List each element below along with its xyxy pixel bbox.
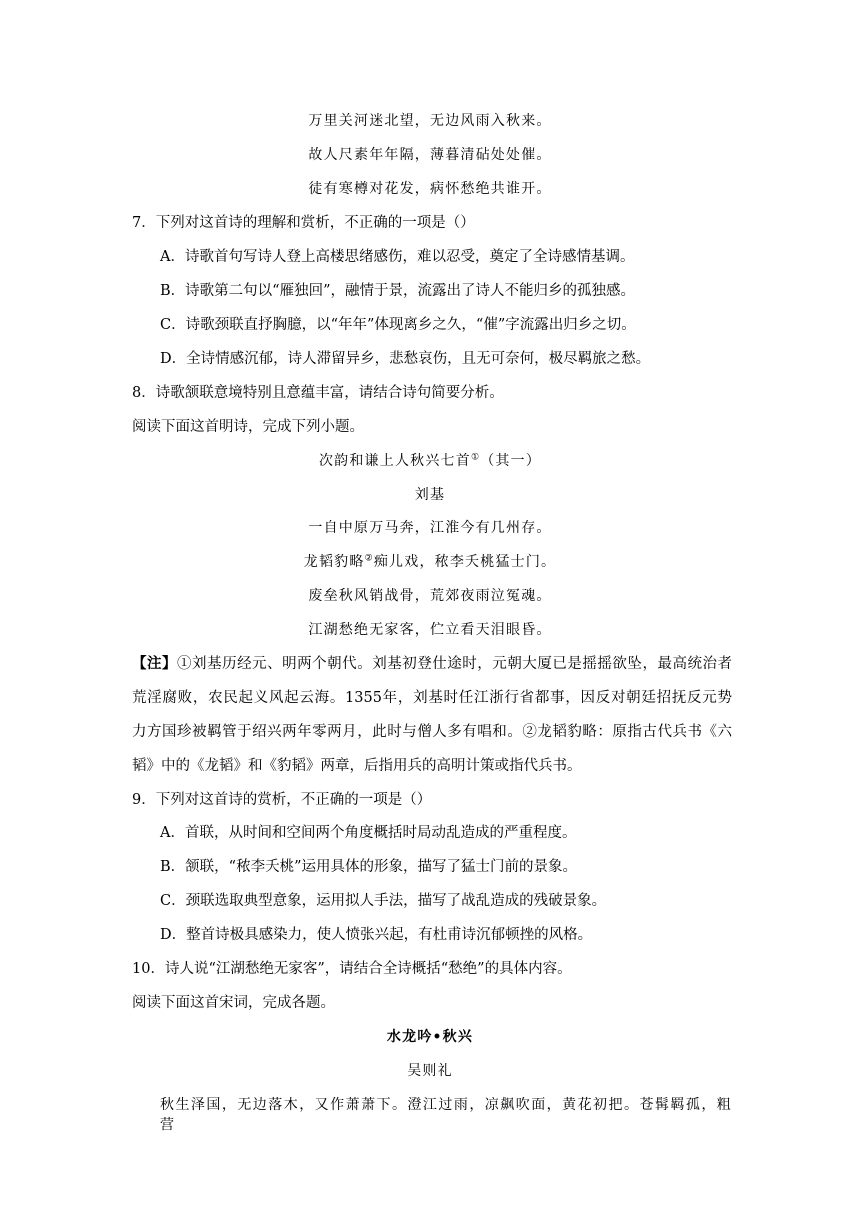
question-9-stem: 9．下列对这首诗的赏析，不正确的一项是（） xyxy=(132,792,432,808)
reading-intro-song-ci: 阅读下面这首宋词，完成各题。 xyxy=(132,995,335,1011)
poem2-line-2-part-a: 龙韬豹略 xyxy=(303,554,365,570)
poem3-first-line: 秋生泽国，无边落木，又作萧萧下。澄江过雨，凉飙吹面，黄花初把。苍髯羁孤，粗营 xyxy=(160,1097,732,1133)
question-10-stem: 10．诗人说“江湖愁绝无家客”，请结合全诗概括“愁绝”的具体内容。 xyxy=(132,961,572,977)
poem2-title-suffix: （其一） xyxy=(480,453,542,469)
poem3-title: 水龙吟•秋兴 xyxy=(386,1029,474,1045)
poem3-author: 吴则礼 xyxy=(407,1063,453,1079)
question-8-stem: 8．诗歌颔联意境特别且意蕴丰富，请结合诗句简要分析。 xyxy=(132,385,504,401)
question-9-option-b: B．颔联，“秾李夭桃”运用具体的形象，描写了猛士门前的景象。 xyxy=(160,859,577,875)
question-7-option-b: B．诗歌第二句以“雁独回”，融情于景，流露出了诗人不能归乡的孤独感。 xyxy=(160,283,635,299)
question-7-option-d: D．全诗情感沉郁，诗人滞留异乡，悲愁哀伤，且无可奈何，极尽羁旅之愁。 xyxy=(160,351,651,367)
question-9-option-d: D．整首诗极具感染力，使人愤张兴起，有杜甫诗沉郁顿挫的风格。 xyxy=(160,927,593,943)
poem2-line-4: 江湖愁绝无家客，伫立看天泪眼昏。 xyxy=(308,622,552,638)
question-9-option-a: A．首联，从时间和空间两个角度概括时局动乱造成的严重程度。 xyxy=(160,825,577,841)
note-line-1-text: ①刘基历经元、明两个朝代。刘基初登仕途时，元朝大厦已是摇摇欲坠，最高统治者 xyxy=(177,656,733,672)
note-line-1 xyxy=(132,654,732,674)
poem2-line-3: 废垒秋风销战骨，荒郊夜雨泣冤魂。 xyxy=(308,588,552,604)
note-line-4: 韬》中的《龙韬》和《豹韬》两章，后指用兵的高明计策或指代兵书。 xyxy=(132,758,582,774)
question-7-option-a: A．诗歌首句写诗人登上高楼思绪感伤，难以忍受，奠定了全诗感情基调。 xyxy=(160,249,635,265)
note-label: 【注】 xyxy=(132,655,178,672)
question-7-option-c: C．诗歌颈联直抒胸臆，以“年年”体现离乡之久，“催”字流露出归乡之切。 xyxy=(160,317,636,333)
poem2-title xyxy=(0,451,860,471)
question-7-stem: 7．下列对这首诗的理解和赏析，不正确的一项是（） xyxy=(132,215,475,231)
poem2-author: 刘基 xyxy=(414,487,446,503)
poem2-line-2-part-b: 痴儿戏，秾李夭桃猛士门。 xyxy=(373,554,557,570)
reading-intro-ming-poem: 阅读下面这首明诗，完成下列小题。 xyxy=(132,419,364,435)
poem2-line-1: 一自中原万马奔，江淮今有几州存。 xyxy=(308,520,552,536)
poem2-line-2 xyxy=(0,552,860,572)
poem2-line-2-note-mark: ② xyxy=(364,553,374,564)
poem1-line-1: 万里关河迷北望，无边风雨入秋来。 xyxy=(308,113,552,129)
note-line-3: 力方国珍被羁管于绍兴两年零两月，此时与僧人多有唱和。②龙韬豹略：原指古代兵书《六 xyxy=(132,724,732,740)
poem2-title-note-mark: ① xyxy=(470,452,481,463)
poem1-line-2: 故人尺素年年隔，薄暮清砧处处催。 xyxy=(308,147,552,163)
poem2-title-text: 次韵和谦上人秋兴七首 xyxy=(318,453,471,469)
question-9-option-c: C．颈联选取典型意象，运用拟人手法，描写了战乱造成的残破景象。 xyxy=(160,893,607,909)
poem1-line-3: 徒有寒樽对花发，病怀愁绝共谁开。 xyxy=(308,181,552,197)
note-line-2: 荒淫腐败，农民起义风起云海。1355年，刘基时任江浙行省都事，因反对朝廷招抚反元势 xyxy=(132,690,732,706)
